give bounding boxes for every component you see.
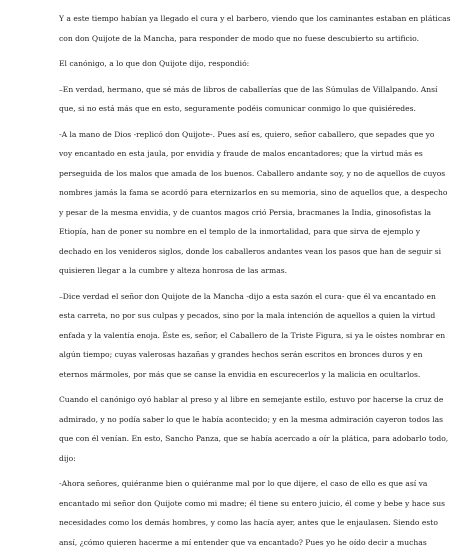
text-line: dijo: (59, 453, 76, 463)
text-line: esta carreta, no por sus culpas y pecados, sino por la mala intención de aquellos a quien la virtud (59, 311, 436, 320)
paragraph-1 (59, 9, 451, 48)
text-line: enfada y la valentía enoja. Éste es, señor, el Caballero de la Triste Figura, si ya le oístes nombrar en (59, 330, 446, 340)
text-line: –Dice verdad el señor don Quijote de la Mancha -dijo a esta sazón el cura- que él va encantado en (59, 291, 436, 301)
text-line: necesidades como los demás hombres, y como las hacía ayer, antes que le enjaulasen. Siendo esto (59, 518, 438, 527)
text-line: perseguida de los malos que amada de los buenos. Caballero andante soy, y no de aquellos de cuyos (59, 168, 446, 178)
text-line: encantado mi señor don Quijote como mi madre; él tiene su entero juicio, él come y bebe y hace sus (59, 498, 446, 508)
text-line: El canónigo, a lo que don Quijote dijo, respondió: (59, 59, 250, 68)
paragraph-3 (59, 80, 438, 119)
text-line: Etiopía, han de poner su nombre en el templo de la inmortalidad, para que sirva de ejemplo y (59, 227, 421, 236)
paragraph-5 (59, 287, 446, 385)
paragraph-7 (59, 474, 446, 552)
text-line: que con él venían. En esto, Sancho Panza, que se había acercado a oír la plática, para adobarlo todo, (59, 434, 449, 443)
text-line: eternos mármoles, por más que se canse la envidia en escurecerlos y la malicia en ocultarlos. (59, 369, 421, 379)
text-line: Cuando el canónigo oyó hablar al preso y al libre en semejante estilo, estuvo por hacerse la cruz de (59, 395, 444, 404)
text-line: ansí, ¿cómo quieren hacerme a mí entender que va encantado? Pues yo he oído decir a muchas (59, 537, 427, 547)
text-line: y pesar de la mesma envidia, y de cuantos magos crió Persia, bracmanes la India, ginosofistas la (59, 207, 432, 217)
text-line: que, si no está más que en esto, seguramente podéis comunicar conmigo lo que quisiéredes. (59, 104, 416, 113)
text-line: -A la mano de Dios -replicó don Quijote-. Pues así es, quiero, señor caballero, que sepades que yo (59, 129, 435, 139)
text-line: –En verdad, hermano, que sé más de libros de caballerías que de las Súmulas de Villalpando. Ansí (59, 84, 438, 94)
text-line: voy encantado en esta jaula, por envidia y fraude de malos encantadores; que la virtud más es (59, 149, 423, 158)
text-line: Y a este tiempo habían ya llegado el cura y el barbero, viendo que los caminantes estaban en pláticas (59, 14, 451, 23)
text-line: quisieren llegar a la cumbre y alteza honrosa de las armas. (59, 266, 288, 275)
paragraph-2 (59, 54, 387, 74)
text-column (59, 9, 451, 558)
text-line: admirado, y no podía saber lo que le había acontecido; y en la mesma admiración cayeron todos las (59, 414, 444, 424)
text-line: algún tiempo; cuyas valerosas hazañas y grandes hechos serán escritos en bronces duros y en (59, 350, 423, 359)
text-line: con don Quijote de la Mancha, para responder de modo que no fuese descubierto su artificio. (59, 33, 420, 43)
paragraph-4 (59, 125, 448, 281)
text-line: -Ahora señores, quiéranme bien o quiéranme mal por lo que dijere, el caso de ello es que así va (59, 479, 428, 488)
text-line: nombres jamás la fama se acordó para eternizarlos en su memoria, sino de aquellos que, a despecho (59, 188, 448, 197)
text-line: dechado en los venideros siglos, donde los caballeros andantes vean los pasos que han de seguir si (59, 246, 442, 256)
paragraph-6 (59, 390, 449, 468)
